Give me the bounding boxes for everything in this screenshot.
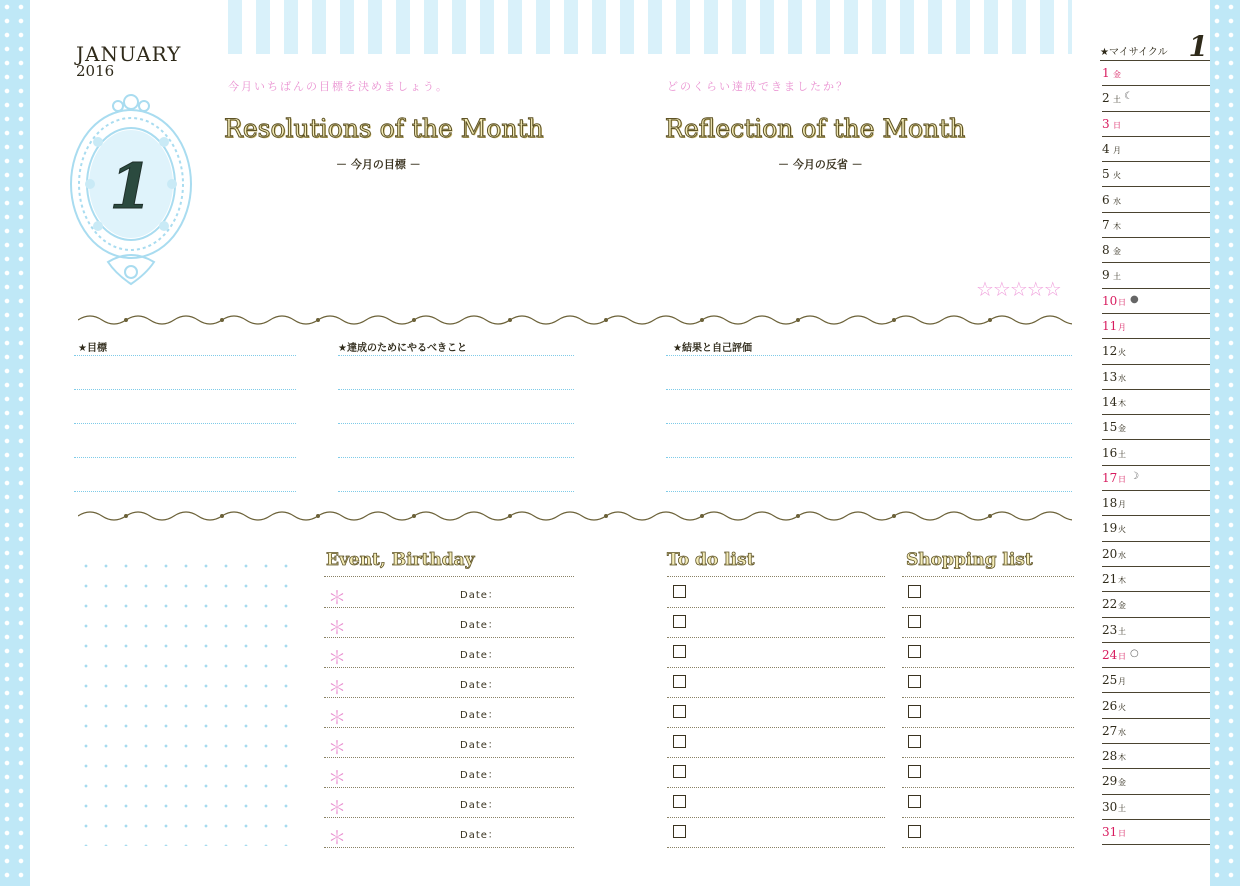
calendar-day-row[interactable] (1102, 491, 1210, 516)
day-number: 20 (1102, 546, 1118, 561)
calendar-day-row[interactable] (1102, 86, 1210, 111)
day-number: 26 (1102, 698, 1118, 713)
day-number: 3 (1102, 116, 1110, 131)
cycle-calendar-header (1100, 30, 1210, 63)
calendar-day-row[interactable] (1102, 263, 1210, 288)
date-label: Date： (460, 770, 499, 781)
event-row[interactable] (324, 637, 574, 668)
asterisk-icon: ＊ (328, 678, 346, 699)
weekday-label: 金 (1113, 70, 1121, 79)
day-number: 18 (1102, 496, 1118, 511)
date-label: Date： (460, 650, 499, 661)
checkbox[interactable] (673, 615, 686, 628)
day-number: 22 (1102, 597, 1118, 612)
weekday-label: 日 (1118, 297, 1126, 307)
asterisk-icon: ＊ (328, 618, 346, 639)
calendar-day-row[interactable] (1102, 820, 1210, 845)
checkbox[interactable] (673, 795, 686, 808)
checkbox[interactable] (908, 825, 921, 838)
event-row[interactable] (324, 697, 574, 728)
shopping-item[interactable] (902, 757, 1074, 788)
day-number: 24 (1102, 647, 1118, 662)
weekday-label: 日 (1118, 829, 1126, 838)
day-number: 4 (1102, 141, 1110, 156)
checkbox[interactable] (673, 675, 686, 688)
date-label: Date： (460, 830, 499, 841)
todo-item[interactable] (667, 757, 885, 788)
calendar-day-row[interactable] (1102, 567, 1210, 592)
weekday-label: 土 (1113, 95, 1121, 105)
calendar-day-row[interactable] (1102, 643, 1210, 668)
calendar-day-row[interactable] (1102, 390, 1210, 415)
resolutions-subtitle: － 今月の目標 － (336, 158, 421, 171)
todo-item[interactable] (667, 637, 885, 668)
checkbox[interactable] (673, 735, 686, 748)
weekday-label: 土 (1113, 272, 1121, 282)
shopping-item[interactable] (902, 727, 1074, 758)
checkbox[interactable] (908, 795, 921, 808)
calendar-day-row[interactable] (1102, 542, 1210, 567)
calendar-day-row[interactable] (1102, 365, 1210, 390)
calendar-day-row[interactable] (1102, 162, 1210, 187)
calendar-day-row[interactable] (1102, 314, 1210, 339)
weekday-label: 金 (1113, 247, 1121, 257)
checkbox[interactable] (673, 705, 686, 718)
calendar-day-row[interactable] (1102, 415, 1210, 440)
shopping-item[interactable] (902, 577, 1074, 608)
date-label: Date： (460, 740, 499, 751)
calendar-day-row[interactable] (1102, 769, 1210, 794)
moon-phase-icon: ☽ (1130, 470, 1139, 482)
weekday-label: 土 (1118, 449, 1126, 459)
calendar-day-row[interactable] (1102, 213, 1210, 238)
calendar-day-row[interactable] (1102, 61, 1210, 86)
checkbox[interactable] (908, 735, 921, 748)
event-row[interactable] (324, 577, 574, 608)
date-label: Date： (460, 800, 499, 811)
weekday-label: 木 (1118, 753, 1126, 763)
my-cycle-label: ★マイサイクル (1100, 47, 1168, 58)
reflection-subtitle: － 今月の反省 － (778, 158, 863, 171)
day-number: 2 (1102, 91, 1110, 106)
weekday-label: 月 (1118, 677, 1126, 687)
dot-grid-memo[interactable] (76, 556, 298, 846)
moon-phase-icon: ☾ (1124, 91, 1133, 103)
weekday-label: 水 (1118, 550, 1126, 560)
reflection-title: Reflection of the Month (665, 114, 966, 143)
checkbox[interactable] (908, 705, 921, 718)
calendar-month-number: 1 (1188, 30, 1208, 63)
moon-phase-icon: ● (1130, 293, 1139, 305)
asterisk-icon: ＊ (328, 648, 346, 669)
day-number: 30 (1102, 799, 1118, 814)
todo-item[interactable] (667, 577, 885, 608)
day-number: 27 (1102, 723, 1118, 738)
weekday-label: 水 (1118, 727, 1126, 737)
day-number: 10 (1102, 293, 1118, 308)
calendar-day-row[interactable] (1102, 668, 1210, 693)
day-number: 9 (1102, 268, 1110, 283)
event-row[interactable] (324, 787, 574, 818)
event-row[interactable] (324, 667, 574, 698)
day-number: 16 (1102, 445, 1118, 460)
asterisk-icon: ＊ (328, 738, 346, 759)
goal-column-header: ★目標 (78, 343, 107, 354)
checkbox[interactable] (908, 615, 921, 628)
checkbox[interactable] (673, 645, 686, 658)
day-number: 19 (1102, 521, 1118, 536)
weekday-label: 月 (1118, 323, 1126, 332)
weekday-label: 水 (1118, 373, 1126, 383)
todo-list-title: To do list (667, 550, 755, 570)
weekday-label: 金 (1118, 778, 1126, 788)
event-row[interactable] (324, 607, 574, 638)
day-number: 14 (1102, 394, 1118, 409)
weekday-label: 月 (1118, 500, 1126, 510)
resolutions-prompt: 今月いちばんの目標を決めましょう。 (228, 80, 449, 93)
top-stripe-banner (228, 0, 1072, 54)
date-label: Date： (460, 680, 499, 691)
calendar-day-row[interactable] (1102, 188, 1210, 213)
day-number: 15 (1102, 420, 1118, 435)
weekday-label: 月 (1113, 145, 1121, 155)
calendar-day-row[interactable] (1102, 795, 1210, 820)
date-label: Date： (460, 590, 499, 601)
shopping-item[interactable] (902, 607, 1074, 638)
checkbox[interactable] (908, 675, 921, 688)
weekday-label: 日 (1118, 474, 1126, 484)
day-number: 1 (1102, 66, 1110, 80)
checkbox[interactable] (908, 645, 921, 658)
weekday-label: 土 (1118, 803, 1126, 813)
weekday-label: 土 (1118, 626, 1126, 636)
rating-stars[interactable]: ☆☆☆☆☆ (976, 277, 1061, 301)
calendar-day-row[interactable] (1102, 112, 1210, 137)
weekday-label: 火 (1118, 702, 1126, 712)
todo-item[interactable] (667, 697, 885, 728)
calendar-day-row[interactable] (1102, 516, 1210, 541)
weekday-label: 木 (1113, 221, 1121, 231)
todo-item[interactable] (667, 817, 885, 848)
reflection-prompt: どのくらい達成できましたか？ (667, 80, 849, 93)
event-row[interactable] (324, 727, 574, 758)
weekday-label: 水 (1113, 196, 1121, 206)
todo-item[interactable] (667, 607, 885, 638)
day-number: 12 (1102, 344, 1118, 359)
weekday-label: 火 (1118, 348, 1126, 358)
month-year: 2016 (76, 62, 115, 80)
calendar-day-row[interactable] (1102, 289, 1210, 314)
checkbox[interactable] (673, 585, 686, 598)
todo-item[interactable] (667, 787, 885, 818)
event-row[interactable] (324, 817, 574, 848)
flourish-divider-bottom (78, 509, 1072, 523)
asterisk-icon: ＊ (328, 798, 346, 819)
weekday-label: 火 (1118, 525, 1126, 535)
day-number: 29 (1102, 774, 1118, 789)
big-month-number: 1 (109, 150, 153, 223)
checkbox[interactable] (673, 765, 686, 778)
weekday-label: 火 (1113, 171, 1121, 181)
weekday-label: 金 (1118, 424, 1126, 434)
day-number: 7 (1102, 217, 1110, 232)
day-number: 6 (1102, 192, 1110, 207)
event-row[interactable] (324, 757, 574, 788)
resolutions-title: Resolutions of the Month (224, 114, 544, 143)
calendar-day-row[interactable] (1102, 744, 1210, 769)
date-label: Date： (460, 620, 499, 631)
asterisk-icon: ＊ (328, 828, 346, 849)
day-number: 23 (1102, 622, 1118, 637)
weekday-label: 金 (1118, 601, 1126, 611)
weekday-label: 木 (1118, 398, 1126, 408)
shopping-item[interactable] (902, 787, 1074, 818)
shopping-item[interactable] (902, 637, 1074, 668)
calendar-day-row[interactable] (1102, 618, 1210, 643)
actions-column-header: ★達成のためにやるべきこと (338, 343, 467, 354)
calendar-day-row[interactable] (1102, 441, 1210, 466)
day-number: 25 (1102, 673, 1118, 688)
flourish-divider-top (78, 313, 1072, 327)
lace-cameo-frame (68, 92, 194, 288)
day-number: 5 (1102, 167, 1110, 182)
weekday-label: 日 (1118, 651, 1126, 661)
day-number: 21 (1102, 572, 1118, 586)
day-number: 13 (1102, 369, 1118, 384)
weekday-label: 木 (1118, 576, 1126, 585)
calendar-day-row[interactable] (1102, 466, 1210, 491)
month-name: JANUARY (76, 42, 182, 66)
date-label: Date： (460, 710, 499, 721)
todo-item[interactable] (667, 727, 885, 758)
weekday-label: 日 (1113, 120, 1121, 130)
shopping-list-title: Shopping list (906, 550, 1033, 570)
calendar-day-row[interactable] (1102, 592, 1210, 617)
left-border-pattern (0, 0, 30, 886)
day-number: 8 (1102, 243, 1110, 258)
day-number: 17 (1102, 470, 1118, 485)
shopping-item[interactable] (902, 697, 1074, 728)
calendar-day-row[interactable] (1102, 694, 1210, 719)
shopping-item[interactable] (902, 817, 1074, 848)
calendar-day-row[interactable] (1102, 719, 1210, 744)
result-column-header: ★結果と自己評価 (673, 343, 752, 354)
event-birthday-title: Event, Birthday (326, 550, 475, 570)
right-border-pattern (1210, 0, 1240, 886)
checkbox[interactable] (673, 825, 686, 838)
day-number: 11 (1102, 319, 1118, 333)
calendar-day-row[interactable] (1102, 137, 1210, 162)
todo-item[interactable] (667, 667, 885, 698)
calendar-day-row[interactable] (1102, 339, 1210, 364)
day-number: 31 (1102, 825, 1118, 839)
asterisk-icon: ＊ (328, 768, 346, 789)
shopping-item[interactable] (902, 667, 1074, 698)
asterisk-icon: ＊ (328, 588, 346, 609)
checkbox[interactable] (908, 765, 921, 778)
asterisk-icon: ＊ (328, 708, 346, 729)
calendar-day-row[interactable] (1102, 238, 1210, 263)
day-number: 28 (1102, 749, 1118, 764)
moon-phase-icon: ○ (1130, 647, 1139, 659)
checkbox[interactable] (908, 585, 921, 598)
